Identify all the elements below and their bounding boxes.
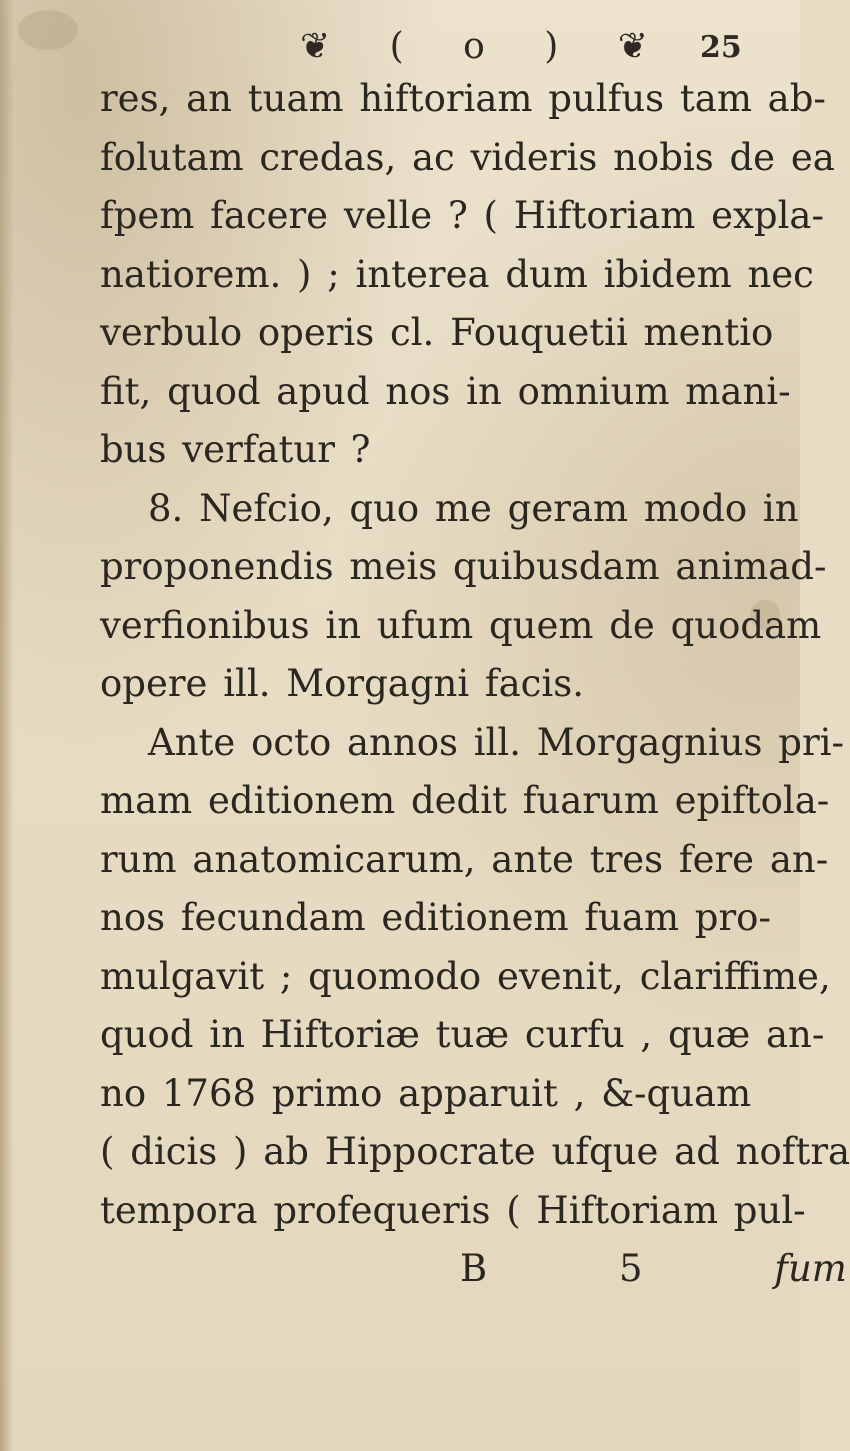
text-line: ( dicis ) ab Hippocrate ufque ad noftra bbox=[100, 1130, 850, 1173]
footer-line bbox=[100, 1240, 847, 1299]
text-line: fpem facere velle ? ( Hiftoriam expla- bbox=[100, 194, 824, 237]
text-line: nos fecundam editionem fuam pro- bbox=[100, 896, 771, 939]
text-line: bus verfatur ? bbox=[100, 428, 371, 471]
text-line: rum anatomicarum, ante tres fere an- bbox=[100, 837, 829, 881]
text-line: res, an tuam hiftoriam pulfus tam ab- bbox=[100, 77, 826, 120]
text-line: natiorem. ) ; interea dum ibidem nec bbox=[100, 252, 814, 296]
text-line: verfionibus in ufum quem de quodam bbox=[100, 603, 822, 647]
text-line: no 1768 primo apparuit , &-quam bbox=[100, 1071, 752, 1115]
signature-mark: B 5 bbox=[460, 1247, 643, 1290]
paragraph-start-line: Ante octo annos ill. Morgagnius pri- bbox=[148, 720, 844, 764]
text-line: mulgavit ; quomodo evenit, clariffime, bbox=[100, 954, 831, 998]
body-text bbox=[100, 70, 850, 1299]
text-line: verbulo operis cl. Fouquetii mentio bbox=[100, 311, 774, 354]
text-line: quod in Hiftoriæ tuæ curfu , quæ an- bbox=[100, 1013, 825, 1056]
page-edge-shadow bbox=[0, 0, 14, 1451]
catchword: fum bbox=[774, 1247, 847, 1290]
paragraph-start-line: 8. Nefcio, quo me geram modo in bbox=[148, 486, 799, 530]
text-line: folutam credas, ac videris nobis de ea bbox=[100, 135, 835, 179]
text-line: proponendis meis quibusdam animad- bbox=[100, 545, 827, 588]
text-line: opere ill. Morgagni facis. bbox=[100, 662, 584, 705]
header-ornament: ❦ ( o ) ❦ bbox=[300, 26, 672, 67]
text-line: fit, quod apud nos in omnium mani- bbox=[100, 369, 791, 413]
page-number: 25 bbox=[700, 30, 742, 65]
text-line: tempora profequeris ( Hiftoriam pul- bbox=[100, 1188, 806, 1232]
text-line: mam editionem dedit fuarum epiftola- bbox=[100, 779, 830, 822]
running-head bbox=[0, 18, 800, 78]
